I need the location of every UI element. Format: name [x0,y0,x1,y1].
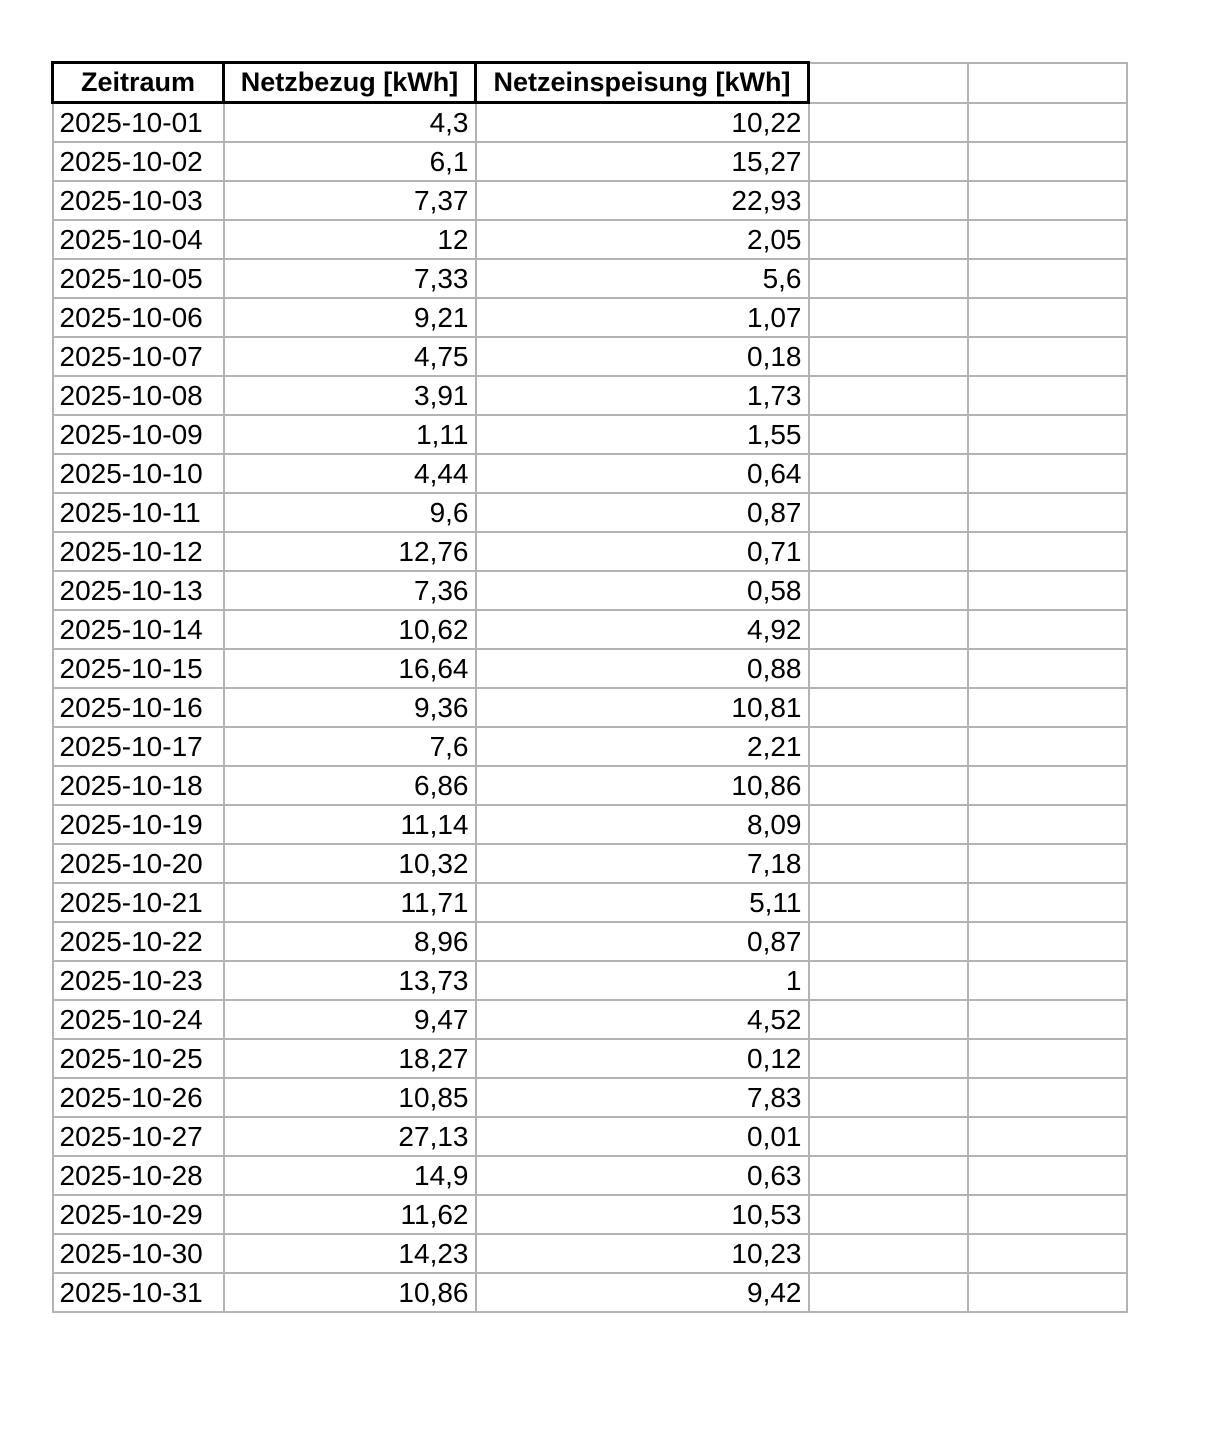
netzbezug-cell[interactable]: 6,1 [224,142,476,181]
table-body [53,103,1127,1313]
empty-cell[interactable] [968,181,1127,220]
netzeinspeisung-cell[interactable]: 9,42 [476,1273,809,1312]
date-cell[interactable]: 2025-10-11 [53,493,224,532]
empty-cell[interactable] [968,493,1127,532]
netzeinspeisung-cell[interactable]: 1,73 [476,376,809,415]
date-cell[interactable]: 2025-10-28 [53,1156,224,1195]
empty-cell[interactable] [968,1234,1127,1273]
header-netzbezug[interactable]: Netzbezug [kWh] [224,63,476,103]
table-row [53,805,1127,844]
empty-cell[interactable] [809,1273,968,1312]
date-cell[interactable]: 2025-10-27 [53,1117,224,1156]
netzeinspeisung-cell[interactable]: 1,07 [476,298,809,337]
date-cell[interactable]: 2025-10-01 [53,103,224,143]
empty-cell[interactable] [809,883,968,922]
date-cell[interactable]: 2025-10-04 [53,220,224,259]
netzeinspeisung-cell[interactable]: 0,63 [476,1156,809,1195]
netzeinspeisung-cell[interactable]: 7,18 [476,844,809,883]
date-cell[interactable]: 2025-10-25 [53,1039,224,1078]
netzbezug-cell[interactable]: 13,73 [224,961,476,1000]
table-row [53,1039,1127,1078]
netzbezug-cell[interactable]: 18,27 [224,1039,476,1078]
netzbezug-cell[interactable]: 3,91 [224,376,476,415]
netzeinspeisung-cell[interactable]: 5,6 [476,259,809,298]
netzbezug-cell[interactable]: 14,9 [224,1156,476,1195]
netzbezug-cell[interactable]: 16,64 [224,649,476,688]
netzbezug-cell[interactable]: 9,6 [224,493,476,532]
empty-cell[interactable] [968,454,1127,493]
date-cell[interactable]: 2025-10-21 [53,883,224,922]
table-row [53,1273,1127,1312]
empty-cell[interactable] [809,1039,968,1078]
date-cell[interactable]: 2025-10-08 [53,376,224,415]
date-cell[interactable]: 2025-10-20 [53,844,224,883]
empty-cell[interactable] [968,376,1127,415]
empty-cell[interactable] [809,571,968,610]
netzeinspeisung-cell[interactable]: 0,18 [476,337,809,376]
netzeinspeisung-cell[interactable]: 0,12 [476,1039,809,1078]
table-row [53,649,1127,688]
empty-cell[interactable] [809,922,968,961]
netzeinspeisung-cell[interactable]: 0,87 [476,493,809,532]
empty-cell[interactable] [809,493,968,532]
netzeinspeisung-cell[interactable]: 5,11 [476,883,809,922]
table-row [53,1078,1127,1117]
date-cell[interactable]: 2025-10-15 [53,649,224,688]
netzeinspeisung-cell[interactable]: 10,22 [476,103,809,143]
date-cell[interactable]: 2025-10-29 [53,1195,224,1234]
empty-cell[interactable] [968,103,1127,143]
netzeinspeisung-cell[interactable]: 0,58 [476,571,809,610]
empty-cell[interactable] [809,844,968,883]
empty-cell[interactable] [968,1156,1127,1195]
netzbezug-cell[interactable]: 9,47 [224,1000,476,1039]
empty-cell[interactable] [809,766,968,805]
empty-cell[interactable] [968,142,1127,181]
netzbezug-cell[interactable]: 7,37 [224,181,476,220]
date-cell[interactable]: 2025-10-26 [53,1078,224,1117]
spreadsheet-table [51,61,1128,1313]
date-cell[interactable]: 2025-10-17 [53,727,224,766]
netzbezug-cell[interactable]: 10,86 [224,1273,476,1312]
empty-cell[interactable] [968,844,1127,883]
table-row [53,103,1127,143]
netzbezug-cell[interactable]: 12 [224,220,476,259]
netzeinspeisung-cell[interactable]: 10,53 [476,1195,809,1234]
empty-cell[interactable] [809,142,968,181]
table-row [53,1117,1127,1156]
empty-cell[interactable] [968,571,1127,610]
empty-cell[interactable] [809,1234,968,1273]
date-cell[interactable]: 2025-10-24 [53,1000,224,1039]
empty-cell[interactable] [809,454,968,493]
table-row [53,454,1127,493]
netzbezug-cell[interactable]: 10,62 [224,610,476,649]
netzeinspeisung-cell[interactable]: 4,92 [476,610,809,649]
date-cell[interactable]: 2025-10-16 [53,688,224,727]
netzeinspeisung-cell[interactable]: 0,87 [476,922,809,961]
table-row [53,922,1127,961]
empty-cell[interactable] [809,298,968,337]
table-row [53,337,1127,376]
empty-cell[interactable] [809,181,968,220]
netzbezug-cell[interactable]: 4,3 [224,103,476,143]
table-row [53,259,1127,298]
netzeinspeisung-cell[interactable]: 1,55 [476,415,809,454]
header-netzeinspeisung[interactable]: Netzeinspeisung [kWh] [476,63,809,103]
empty-cell[interactable] [968,610,1127,649]
date-cell[interactable]: 2025-10-23 [53,961,224,1000]
table-row [53,220,1127,259]
header-row [53,63,1127,103]
table-row [53,1156,1127,1195]
netzeinspeisung-cell[interactable]: 2,05 [476,220,809,259]
empty-cell[interactable] [809,532,968,571]
table-row [53,298,1127,337]
table-row [53,961,1127,1000]
empty-cell[interactable] [809,1195,968,1234]
date-cell[interactable]: 2025-10-07 [53,337,224,376]
netzbezug-cell[interactable]: 8,96 [224,922,476,961]
date-cell[interactable]: 2025-10-19 [53,805,224,844]
netzbezug-cell[interactable]: 7,6 [224,727,476,766]
table-row [53,610,1127,649]
table-row [53,493,1127,532]
date-cell[interactable]: 2025-10-09 [53,415,224,454]
header-zeitraum[interactable]: Zeitraum [53,63,224,103]
empty-cell[interactable] [968,805,1127,844]
empty-cell[interactable] [968,1000,1127,1039]
date-cell[interactable]: 2025-10-31 [53,1273,224,1312]
empty-cell[interactable] [968,1273,1127,1312]
date-cell[interactable]: 2025-10-18 [53,766,224,805]
netzeinspeisung-cell[interactable]: 0,71 [476,532,809,571]
date-cell[interactable]: 2025-10-06 [53,298,224,337]
empty-cell[interactable] [809,1078,968,1117]
empty-cell[interactable] [968,1039,1127,1078]
netzeinspeisung-cell[interactable]: 4,52 [476,1000,809,1039]
netzbezug-cell[interactable]: 1,11 [224,415,476,454]
empty-cell[interactable] [809,1000,968,1039]
netzeinspeisung-cell[interactable]: 2,21 [476,727,809,766]
table-row [53,142,1127,181]
netzeinspeisung-cell[interactable]: 10,86 [476,766,809,805]
empty-cell[interactable] [809,103,968,143]
empty-cell[interactable] [809,805,968,844]
netzeinspeisung-cell[interactable]: 7,83 [476,1078,809,1117]
table-row [53,883,1127,922]
empty-cell[interactable] [809,727,968,766]
empty-cell[interactable] [968,883,1127,922]
netzbezug-cell[interactable]: 7,33 [224,259,476,298]
empty-cell[interactable] [809,415,968,454]
empty-cell[interactable] [968,415,1127,454]
netzeinspeisung-cell[interactable]: 1 [476,961,809,1000]
empty-cell[interactable] [968,298,1127,337]
table-row [53,727,1127,766]
date-cell[interactable]: 2025-10-14 [53,610,224,649]
netzeinspeisung-cell[interactable]: 10,23 [476,1234,809,1273]
empty-cell[interactable] [809,610,968,649]
table-row [53,766,1127,805]
table-row [53,376,1127,415]
table-row [53,415,1127,454]
date-cell[interactable]: 2025-10-03 [53,181,224,220]
netzbezug-cell[interactable]: 14,23 [224,1234,476,1273]
empty-cell[interactable] [968,688,1127,727]
netzbezug-cell[interactable]: 27,13 [224,1117,476,1156]
empty-cell[interactable] [809,688,968,727]
date-cell[interactable]: 2025-10-13 [53,571,224,610]
table-row [53,1234,1127,1273]
netzbezug-cell[interactable]: 11,62 [224,1195,476,1234]
table-row [53,688,1127,727]
netzbezug-cell[interactable]: 9,36 [224,688,476,727]
empty-cell[interactable] [968,766,1127,805]
netzeinspeisung-cell[interactable]: 0,01 [476,1117,809,1156]
table-row [53,1000,1127,1039]
netzbezug-cell[interactable]: 10,85 [224,1078,476,1117]
netzeinspeisung-cell[interactable]: 0,88 [476,649,809,688]
empty-cell[interactable] [968,259,1127,298]
empty-cell[interactable] [809,337,968,376]
netzbezug-cell[interactable]: 12,76 [224,532,476,571]
empty-cell[interactable] [968,1078,1127,1117]
date-cell[interactable]: 2025-10-30 [53,1234,224,1273]
date-cell[interactable]: 2025-10-10 [53,454,224,493]
netzbezug-cell[interactable]: 4,44 [224,454,476,493]
empty-cell[interactable] [809,1117,968,1156]
date-cell[interactable]: 2025-10-12 [53,532,224,571]
empty-cell[interactable] [968,649,1127,688]
empty-cell[interactable] [809,259,968,298]
netzbezug-cell[interactable]: 10,32 [224,844,476,883]
empty-cell[interactable] [968,532,1127,571]
netzbezug-cell[interactable]: 7,36 [224,571,476,610]
netzeinspeisung-cell[interactable]: 15,27 [476,142,809,181]
empty-cell[interactable] [968,922,1127,961]
netzeinspeisung-cell[interactable]: 10,81 [476,688,809,727]
empty-cell[interactable] [968,63,1127,103]
table-row [53,844,1127,883]
date-cell[interactable]: 2025-10-05 [53,259,224,298]
empty-cell[interactable] [968,727,1127,766]
table-row [53,1195,1127,1234]
empty-cell[interactable] [809,63,968,103]
netzbezug-cell[interactable]: 4,75 [224,337,476,376]
date-cell[interactable]: 2025-10-22 [53,922,224,961]
empty-cell[interactable] [968,961,1127,1000]
empty-cell[interactable] [968,1117,1127,1156]
empty-cell[interactable] [809,1156,968,1195]
empty-cell[interactable] [968,1195,1127,1234]
empty-cell[interactable] [968,337,1127,376]
netzbezug-cell[interactable]: 6,86 [224,766,476,805]
netzeinspeisung-cell[interactable]: 8,09 [476,805,809,844]
empty-cell[interactable] [809,961,968,1000]
empty-cell[interactable] [809,220,968,259]
date-cell[interactable]: 2025-10-02 [53,142,224,181]
empty-cell[interactable] [968,220,1127,259]
table-row [53,571,1127,610]
netzbezug-cell[interactable]: 9,21 [224,298,476,337]
empty-cell[interactable] [809,376,968,415]
empty-cell[interactable] [809,649,968,688]
netzbezug-cell[interactable]: 11,14 [224,805,476,844]
netzeinspeisung-cell[interactable]: 22,93 [476,181,809,220]
table-row [53,532,1127,571]
table-row [53,181,1127,220]
netzeinspeisung-cell[interactable]: 0,64 [476,454,809,493]
netzbezug-cell[interactable]: 11,71 [224,883,476,922]
